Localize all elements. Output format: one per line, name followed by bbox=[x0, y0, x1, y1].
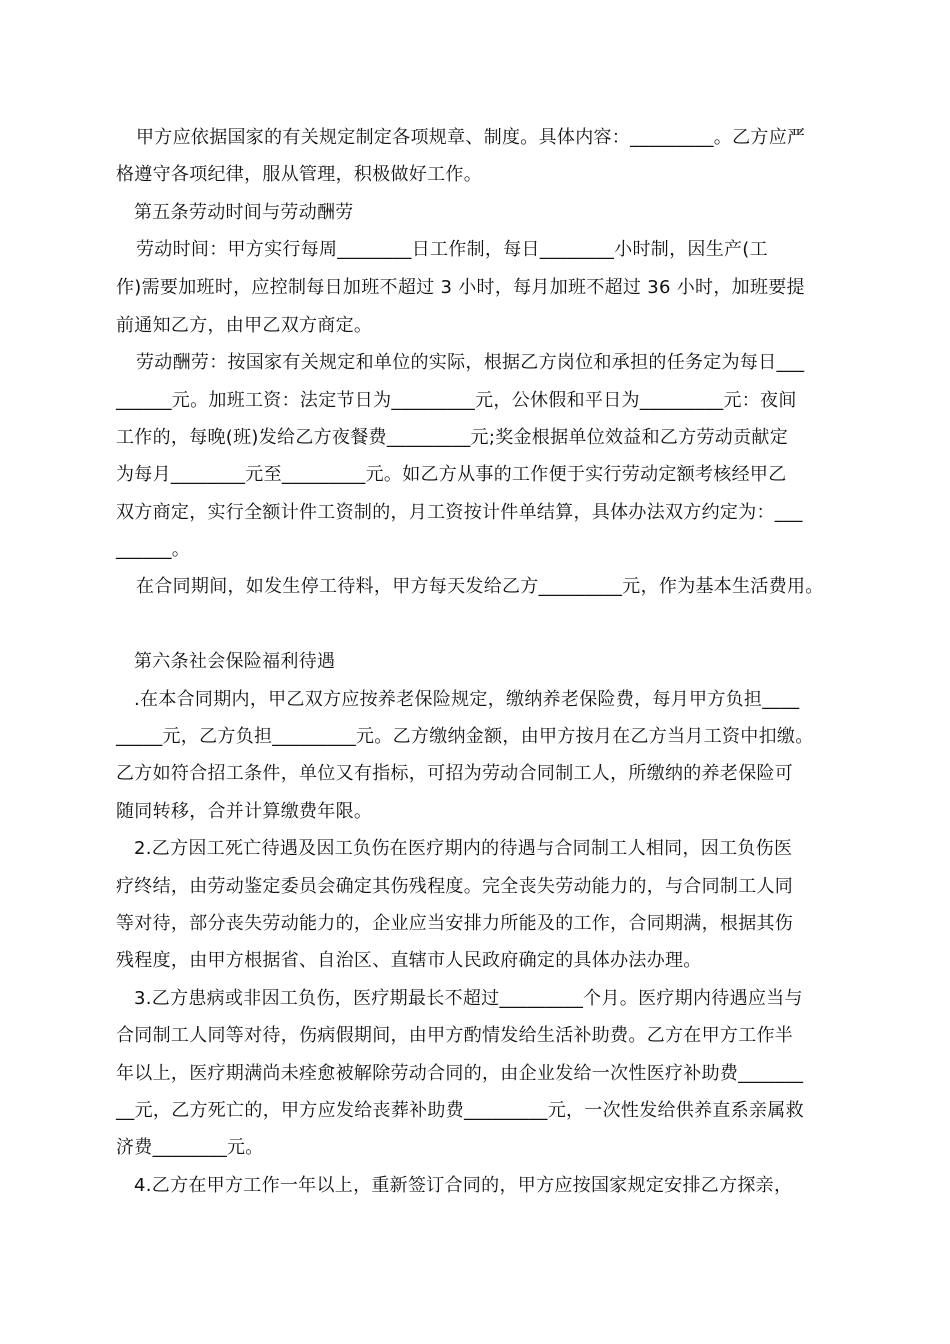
text-line: 3.乙方患病或非因工负伤，医疗期最长不超过_________个月。医疗期内待遇应当与 bbox=[134, 988, 803, 1009]
text-line: 在合同期间，如发生停工待料，甲方每天发给乙方_________元，作为基本生活费用。 bbox=[136, 576, 824, 597]
text-line: 作)需要加班时，应控制每日加班不超过 3 小时，每月加班不超过 36 小时，加班要提 bbox=[116, 277, 805, 298]
text-line: 疗终结，由劳动鉴定委员会确定其伤残程度。完全丧失劳动能力的，与合同制工人同 bbox=[116, 876, 794, 897]
text-line: __元，乙方死亡的，甲方应发给丧葬补助费_________元，一次性发给供养直系亲属救 bbox=[116, 1100, 804, 1121]
text-line: 劳动酬劳：按国家有关规定和单位的实际，根据乙方岗位和承担的任务定为每日___ bbox=[136, 352, 805, 373]
text-line: 劳动时间：甲方实行每周________日工作制，每日________小时制，因生产(工 bbox=[136, 239, 768, 260]
text-line: 工作的，每晚(班)发给乙方夜餐费_________元;奖金根据单位效益和乙方劳动贡献定 bbox=[116, 427, 789, 448]
text-line: 济费________元。 bbox=[116, 1137, 264, 1158]
text-line: ______元。加班工资：法定节日为_________元，公休假和平日为_________元：夜间 bbox=[116, 390, 797, 411]
text-line: 2.乙方因工死亡待遇及因工负伤在医疗期内的待遇与合同制工人相同，因工负伤医 bbox=[134, 838, 793, 859]
text-line: 为每月________元至_________元。如乙方从事的工作便于实行劳动定额考核经甲乙 bbox=[116, 464, 787, 485]
text-line: 残程度，由甲方根据省、自治区、直辖市人民政府确定的具体办法办理。 bbox=[116, 950, 702, 971]
text-line: 随同转移，合并计算缴费年限。 bbox=[116, 801, 373, 822]
text-line: 甲方应依据国家的有关规定制定各项规章、制度。具体内容：_________。乙方应严 bbox=[136, 127, 806, 148]
text-line: .在本合同期内，甲乙双方应按养老保险规定，缴纳养老保险费，每月甲方负担____ bbox=[134, 689, 800, 710]
text-line: 格遵守各项纪律，服从管理，积极做好工作。 bbox=[116, 164, 482, 185]
text-line: 双方商定，实行全额计件工资制的，月工资按计件单结算，具体办法双方约定为：___ bbox=[116, 502, 803, 523]
text-line: 乙方如符合招工条件，单位又有指标，可招为劳动合同制工人，所缴纳的养老保险可 bbox=[116, 763, 794, 784]
text-line: 等对待，部分丧失劳动能力的，企业应当安排力所能及的工作，合同期满，根据其伤 bbox=[116, 913, 794, 934]
text-line: ______。 bbox=[116, 539, 191, 560]
text-line: _____元，乙方负担_________元。乙方缴纳金额，由甲方按月在乙方当月工资中扣缴。 bbox=[116, 726, 814, 747]
text-line: 合同制工人同等对待，伤病假期间，由甲方酌情发给生活补助费。乙方在甲方工作半 bbox=[116, 1025, 794, 1046]
section-heading: 第五条劳动时间与劳动酬劳 bbox=[134, 202, 354, 223]
text-line: 年以上，医疗期满尚未痊愈被解除劳动合同的，由企业发给一次性医疗补助费_______ bbox=[116, 1063, 804, 1084]
text-line: 4.乙方在甲方工作一年以上，重新签订合同的，甲方应按国家规定安排乙方探亲， bbox=[134, 1175, 793, 1196]
text-line: 前通知乙方，由甲乙双方商定。 bbox=[116, 315, 373, 336]
section-heading: 第六条社会保险福利待遇 bbox=[134, 651, 336, 672]
